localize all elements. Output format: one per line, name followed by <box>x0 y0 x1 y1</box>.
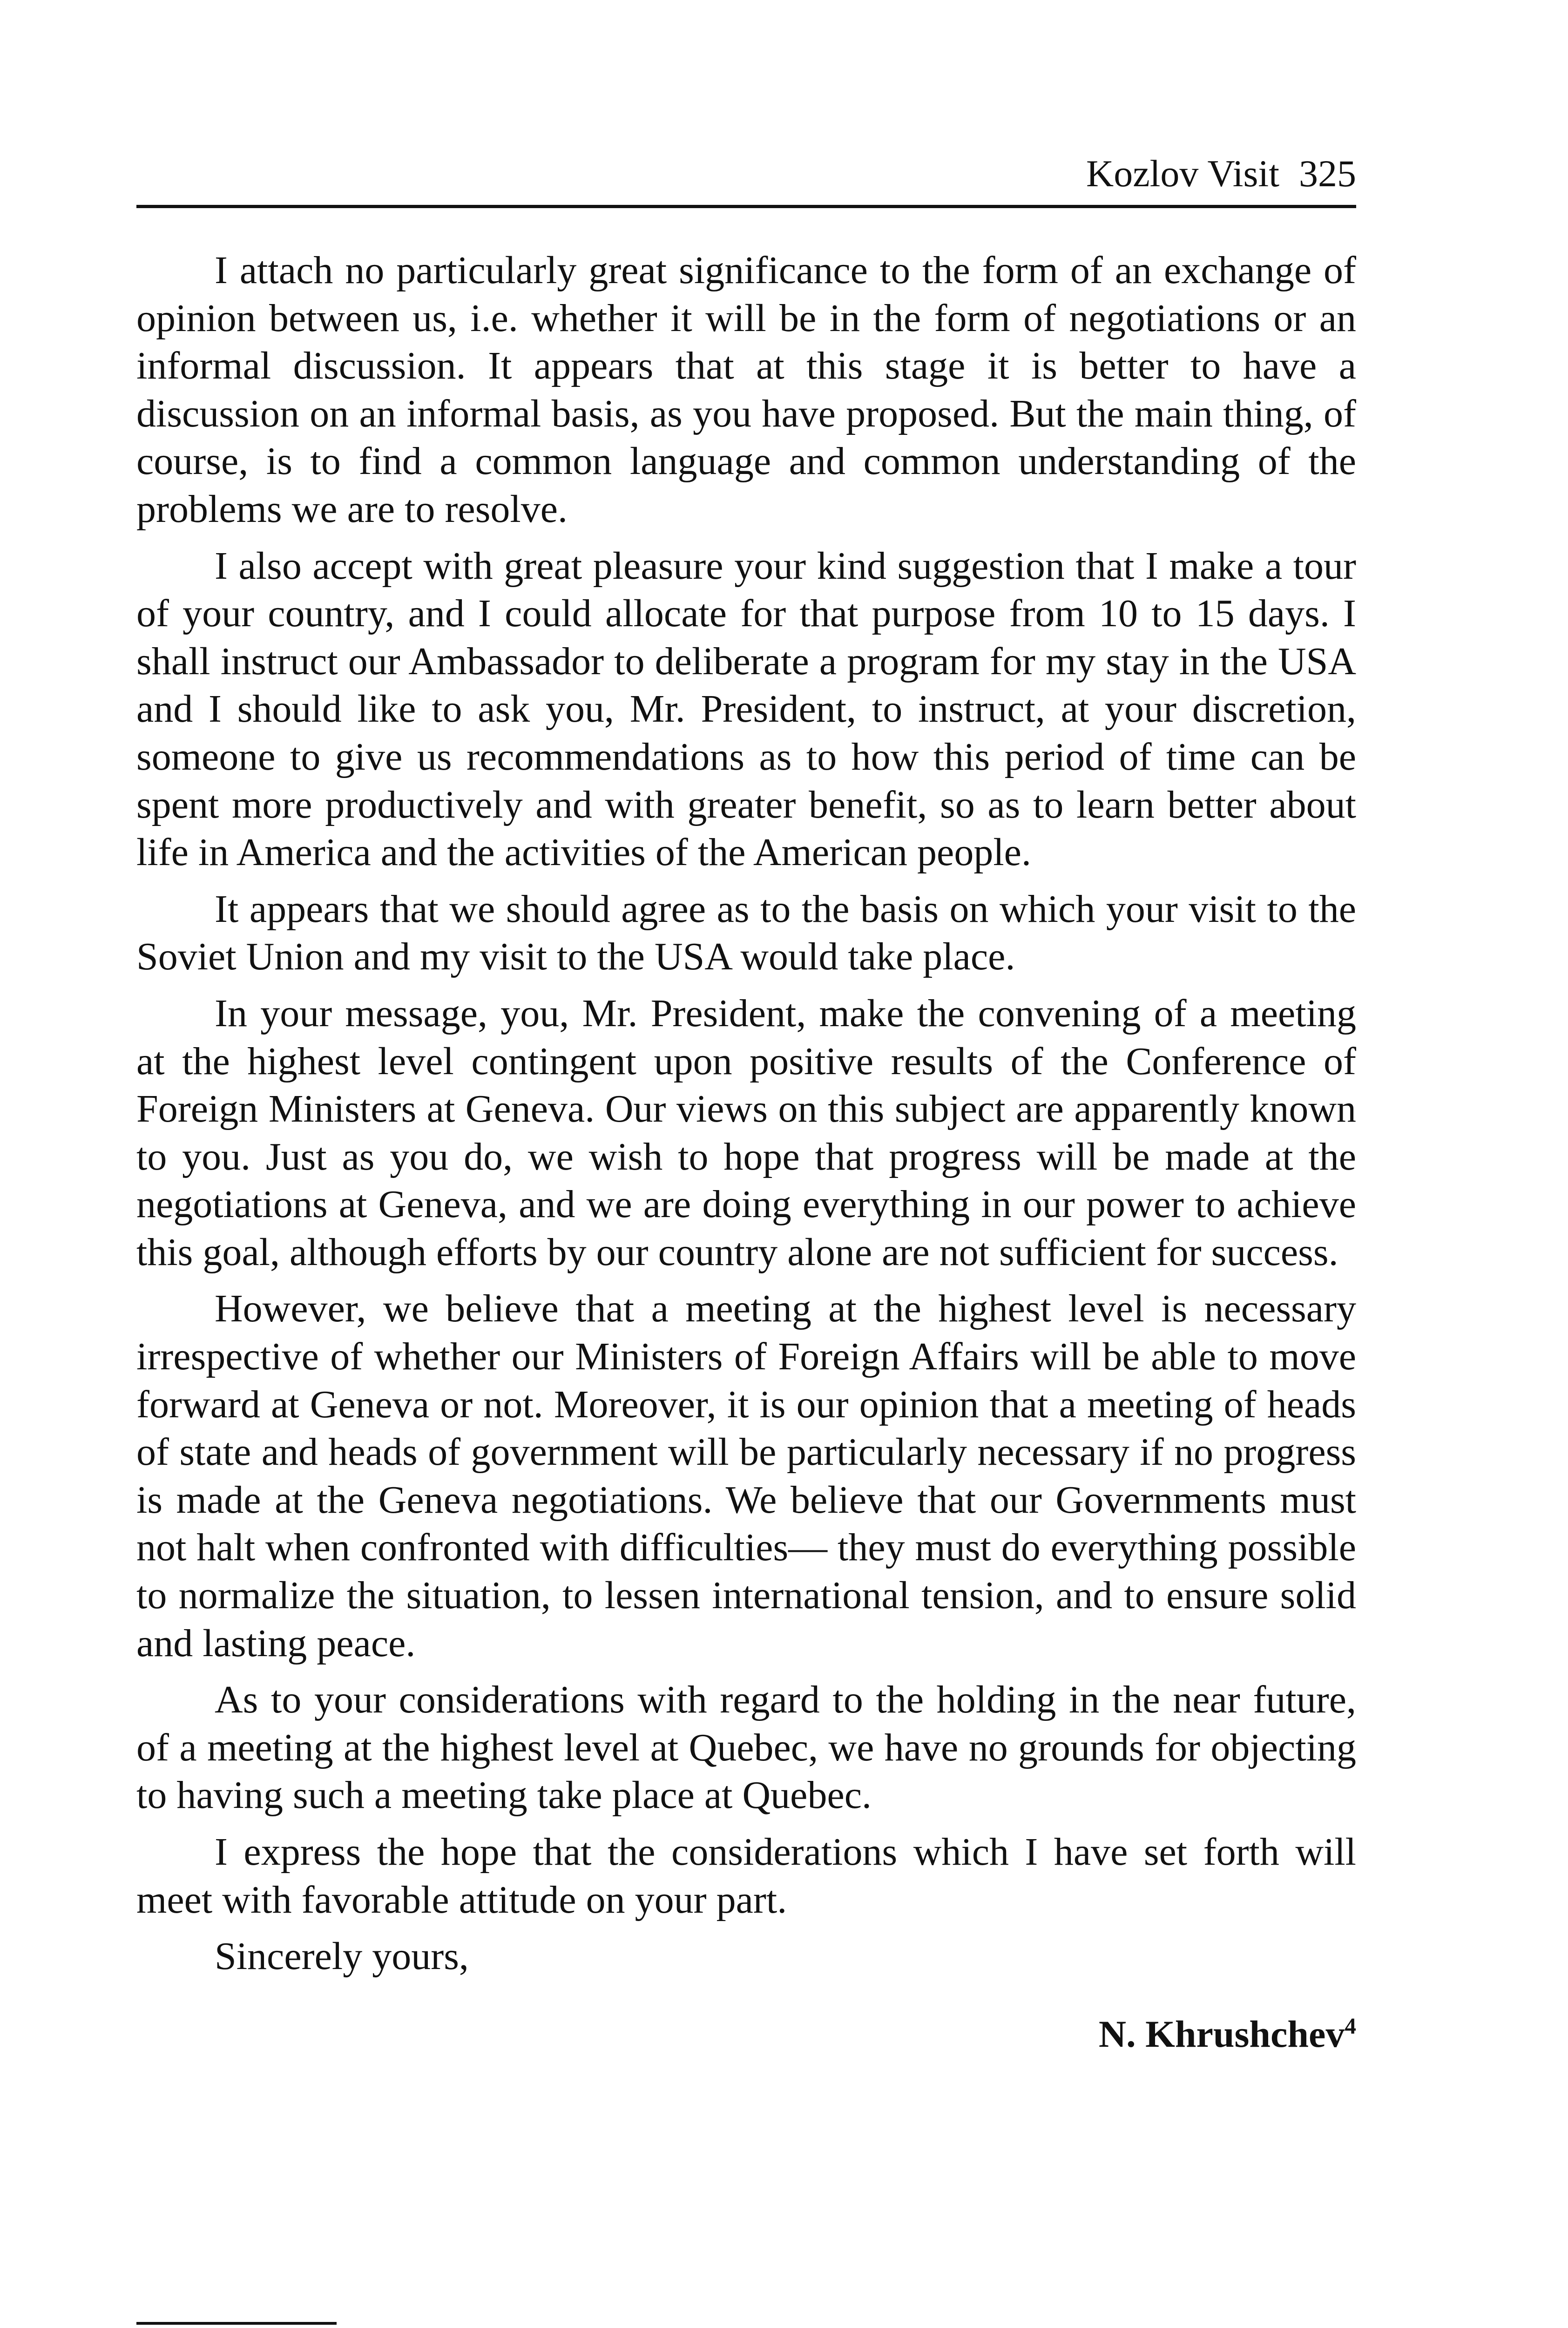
paragraph-4: In your message, you, Mr. President, make the convening of a meeting at the highest level contingent upon positive results of the Conference of Foreign Ministers at Geneva. Our views on this subject are apparently known to you. Just as you do, we wish to hope that progress will be made at the negotiations at Geneva, and we are doing everything in our power to achieve this goal, although efforts by our country alone are not sufficient for success. <box>136 991 1356 1274</box>
paragraph-2: I also accept with great pleasure your kind suggestion that I make a tour of your country, and I could allocate for that purpose from 10 to 15 days. I shall instruct our Ambassador to deliberate a program for my stay in the USA and I should like to ask you, Mr. President, to instruct, at your discretion, someone to give us recommendations as to how this period of time can be spent more productively and with greater benefit, so as to learn better about life in America and the activities of the American people. <box>136 544 1356 874</box>
running-head <box>136 148 1356 199</box>
signature <box>136 2009 1356 2060</box>
header-rule <box>136 205 1356 208</box>
letter-body <box>136 247 1356 2060</box>
paragraph-7: I express the hope that the considerations which I have set forth will meet with favorable attitude on your part. <box>136 1830 1356 1922</box>
paragraph-6: As to your considerations with regard to the holding in the near future, of a meeting at the highest level at Quebec, we have no grounds for objecting to having such a meeting take place at Quebec. <box>136 1678 1356 1817</box>
paragraph-1: I attach no particularly great significance to the form of an exchange of opinion between us, i.e. whether it will be in the form of negotiations or an informal discussion. It appears that at this stage it is better to have a discussion on an informal basis, as you have proposed. But the main thing, of course, is to find a common language and common understanding of the problems we are to resolve. <box>136 249 1356 531</box>
page-number: 325 <box>1299 152 1356 195</box>
signature-footnote-ref: 4 <box>1345 2013 1356 2039</box>
signature-name: N. Khrushchev <box>1098 2012 1345 2055</box>
closing-salutation: Sincerely yours, <box>215 1935 469 1978</box>
paragraph-3: It appears that we should agree as to the basis on which your visit to the Soviet Union and my visit to the USA would take place. <box>136 887 1356 979</box>
footnote-rule <box>136 2322 337 2325</box>
paragraph-5: However, we believe that a meeting at the highest level is necessary irrespective of whether our Ministers of Foreign Affairs will be able to move forward at Geneva or not. Moreover, it is our opinion that a meeting of heads of state and heads of government will be particularly necessary if no progress is made at the Geneva negotiations. We believe that our Governments must not halt when confronted with difficulties— they must do everything possible to normalize the situation, to lessen international tension, and to ensure solid and lasting peace. <box>136 1287 1356 1665</box>
running-head-title: Kozlov Visit <box>1086 152 1279 195</box>
